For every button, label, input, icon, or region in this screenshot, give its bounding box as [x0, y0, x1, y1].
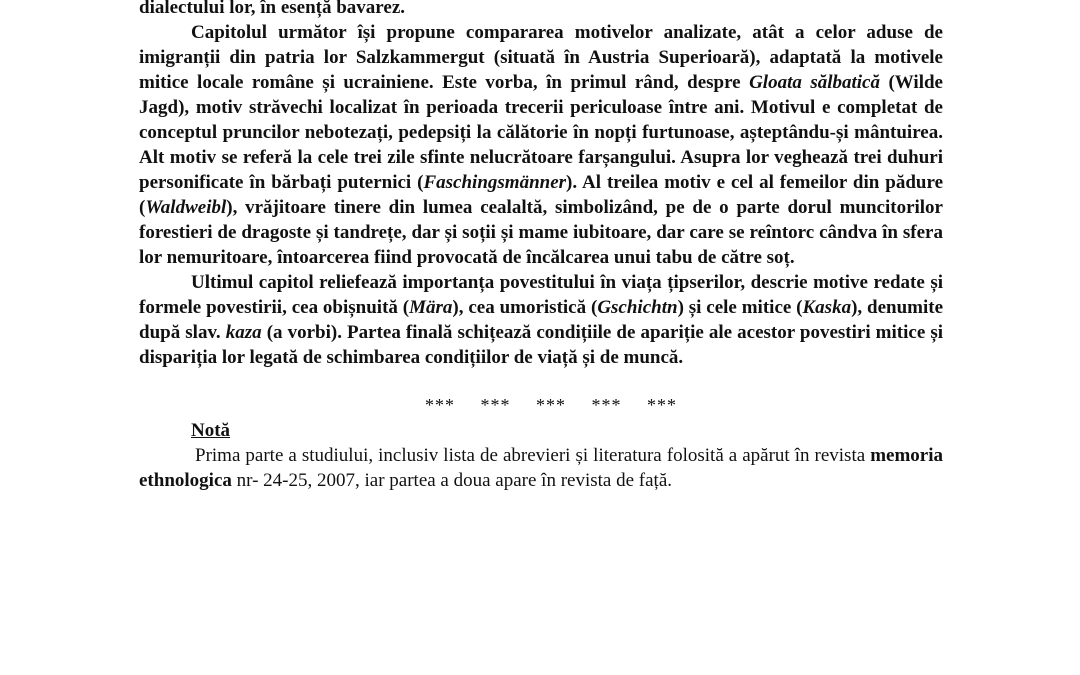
paragraph-text: ) și cele mitice ( [677, 297, 803, 318]
paragraph-text: Ultimul capitol reliefează importanța povestitului în viața țipserilor, descrie motive redate și formele povestirii, cea obișnuită ( [139, 272, 943, 318]
paragraph-text: Capitolul următor își propune compararea motivelor analizate, atât a celor aduse de imigranții din patria lor Salzkammergut (situată în Austria Superioară), adaptată la motivele mitice locale române și ucrainiene. Este vorba, în primul rând, despre [139, 22, 943, 93]
document-page [139, 0, 943, 493]
paragraph-last-chapter [139, 270, 943, 370]
italic-term: kaza [225, 322, 262, 343]
paragraph-text: (Wilde Jagd), motiv străvechi localizat în perioada trecerii periculoase între ani. Motivul e completat de conceptul pruncilor nebotezați, pedepsiți la călătorie în nopți furtunoase, așteptându-și mântuirea. Alt motiv se referă la cele trei zile sfinte nelucrătoare farșangului. Asupra lor veghează trei duhuri personificate în bărbați puternici ( [139, 72, 943, 193]
paragraph-text: ). Al treilea motiv e cel al femeilor din pădure ( [139, 172, 943, 218]
paragraph-text: ), vrăjitoare tinere din lumea cealaltă, simbolizând, pe de o parte dorul muncitorilor forestieri de dragoste și tandrețe, dar și soții și mame iubitoare, dar care se reîntorc cândva în sfera lor nemuritoare, întoarcerea fiind provocată de încălcarea unui tabu de către soț. [139, 197, 943, 268]
paragraph-text: (a vorbi). Partea finală schițează condițiile de apariție ale acestor povestiri mitice și dispariția lor legată de schimbarea condițiilor de viață și de muncă. [139, 322, 944, 368]
italic-term: Mära [409, 297, 453, 318]
paragraph-comparison-motives [139, 20, 943, 270]
note-text: Prima parte a studiului, inclusiv lista de abrevieri și literatura folosită a apărut în revista [195, 445, 871, 466]
paragraph-text: ), cea umoristică ( [452, 297, 598, 318]
section-separator: *** *** *** *** *** [425, 395, 677, 415]
paragraph-text: ), denumite după slav. [139, 297, 944, 343]
note-heading: Notă [191, 420, 231, 441]
note-body [139, 443, 943, 493]
italic-term: Gschichtn [597, 297, 678, 318]
italic-term: Faschingsmänner [423, 172, 567, 193]
paragraph-text: dialectului lor, în esență bavarez. [139, 0, 405, 18]
note-text: nr- 24-25, 2007, iar partea a doua apare în revista de față. [231, 470, 673, 491]
italic-term: Kaska [802, 297, 852, 318]
italic-term: Waldweibl [145, 197, 227, 218]
journal-name: memoria ethnologica [139, 445, 943, 491]
italic-term: Gloata sălbatică [749, 72, 880, 93]
paragraph-continuation [139, 0, 943, 20]
